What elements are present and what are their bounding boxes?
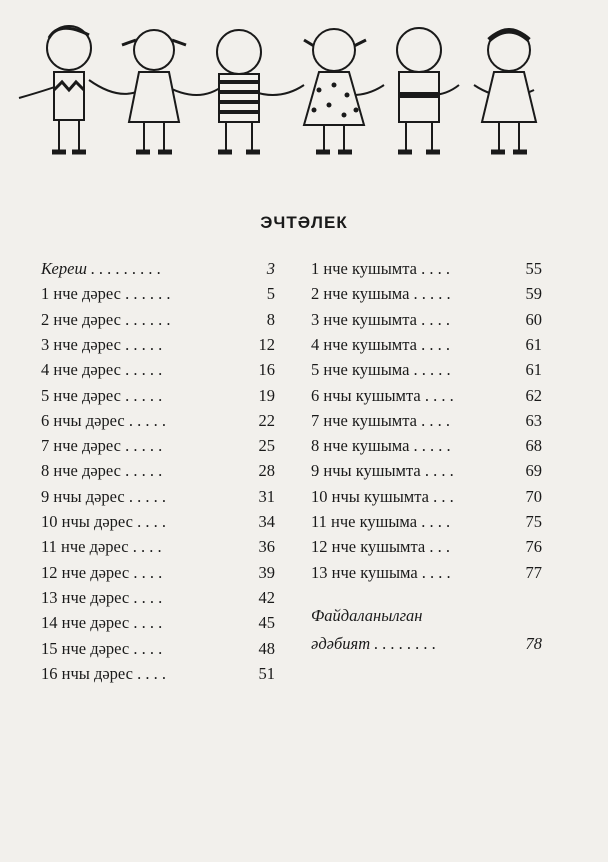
toc-entry-page: 34 [258,512,275,531]
toc-entry-label: 2 нче кушыма . . . . . [311,284,451,304]
toc-row [41,282,275,306]
toc-entry-label: Кереш . . . . . . . . . [41,259,162,278]
toc-entry-page: 25 [258,436,275,456]
toc-entry-label: 10 нчы дәрес . . . . [41,512,166,531]
toc-row [311,282,542,306]
toc-entry-page: 76 [525,537,542,557]
toc-entry-page: 3 [266,259,275,278]
references-line1: Файдаланылган [311,606,423,625]
toc-entry-page: 77 [525,562,542,582]
toc-entry-page: 60 [525,309,542,329]
toc-row [311,510,542,534]
toc-entry-label: 3 нче кушымта . . . . [311,309,450,329]
toc-entry-page: 22 [258,410,275,430]
children-holding-hands-illustration [14,10,574,170]
toc-row [41,535,275,559]
toc-row [311,434,542,458]
toc-row [311,257,542,281]
toc-entry-label: 5 нче дәрес . . . . . [41,385,163,405]
toc-entry-label: 12 нче кушымта . . . [311,537,450,557]
toc-entry-label: 1 нче кушымта . . . . [311,259,450,278]
toc-row [41,308,275,332]
toc-entry-page: 12 [258,334,275,354]
toc-row [41,434,275,458]
toc-entry-page: 68 [525,436,542,456]
toc-row [311,459,542,483]
toc-row [41,611,275,635]
toc-entry-label: 8 нче дәрес . . . . . [41,461,163,481]
references-line2: әдәбият . . . . . . . . [311,634,437,653]
toc-row-references [311,632,542,656]
toc-entry-page: 42 [258,587,275,607]
toc-entry-label: 16 нчы дәрес . . . . [41,663,166,683]
toc-entry-page: 45 [258,613,275,633]
toc-row [41,485,275,509]
toc-entry-page: 69 [525,461,542,481]
toc-entry-page: 62 [525,385,542,405]
toc-entry-page: 19 [258,385,275,405]
toc-entry-label: 7 нче дәрес . . . . . [41,436,163,456]
toc-entry-page: 28 [258,461,275,481]
toc-row [311,333,542,357]
toc-entry-label: 9 нчы кушымта . . . . [311,461,454,481]
toc-entry-page: 36 [258,537,275,557]
toc-entry-label: 2 нче дәрес . . . . . . [41,309,171,329]
toc-entry-label: 6 нчы дәрес . . . . . [41,410,166,430]
toc-entry-label: 6 нчы кушымта . . . . [311,385,454,405]
toc-entry-page: 61 [525,334,542,354]
toc-entry-page: 63 [525,410,542,430]
toc-entry-page: 75 [525,512,542,531]
toc-entry-label: 13 нче кушыма . . . . [311,562,451,582]
toc-entry-label: 13 нче дәрес . . . . [41,587,163,607]
toc-row [41,586,275,610]
toc-row [41,637,275,661]
toc-entry-page: 61 [525,360,542,380]
toc-references [311,604,422,628]
toc-row [311,358,542,382]
toc-entry-page: 31 [258,486,275,506]
toc-entry-label: 8 нче кушыма . . . . . [311,436,451,456]
toc-row [311,485,542,509]
toc-row [41,333,275,357]
toc-entry-page: 48 [258,638,275,658]
toc-row [311,535,542,559]
toc-entry-label: 1 нче дәрес . . . . . . [41,284,171,304]
toc-entry-page: 16 [258,360,275,380]
toc-row [311,409,542,433]
toc-row [311,308,542,332]
toc-entry-page: 51 [258,663,275,683]
toc-row [41,384,275,408]
toc-row [311,561,542,585]
toc-row [41,358,275,382]
toc-entry-page: 5 [266,284,275,304]
toc-entry-label: 14 нче дәрес . . . . [41,613,163,633]
toc-entry-label: 4 нче кушымта . . . . [311,334,450,354]
toc-entry-label: 15 нче дәрес . . . . [41,638,163,658]
toc-row [311,384,542,408]
toc-entry-label: 4 нче дәрес . . . . . [41,360,163,380]
toc-entry-page: 39 [258,562,275,582]
toc-entry-page: 55 [525,259,542,278]
toc-entry-page: 8 [266,309,275,329]
toc-row [41,561,275,585]
references-page: 78 [525,634,542,653]
toc-row [41,409,275,433]
toc-row [41,459,275,483]
toc-entry-label: 10 нчы кушымта . . . [311,486,454,506]
toc-entry-label: 12 нче дәрес . . . . [41,562,163,582]
toc-entry-page: 70 [525,486,542,506]
page-title: ЭЧТӘЛЕК [260,213,348,232]
toc-row [41,510,275,534]
toc-entry-label: 11 нче кушыма . . . . [311,512,451,531]
toc-row [41,257,275,281]
toc-entry-label: 3 нче дәрес . . . . . [41,334,163,354]
toc-entry-label: 11 нче дәрес . . . . [41,537,162,557]
toc-entry-label: 7 нче кушымта . . . . [311,410,450,430]
toc-entry-label: 9 нчы дәрес . . . . . [41,486,166,506]
toc-entry-page: 59 [525,284,542,304]
toc-entry-label: 5 нче кушыма . . . . . [311,360,451,380]
toc-row [41,662,275,686]
